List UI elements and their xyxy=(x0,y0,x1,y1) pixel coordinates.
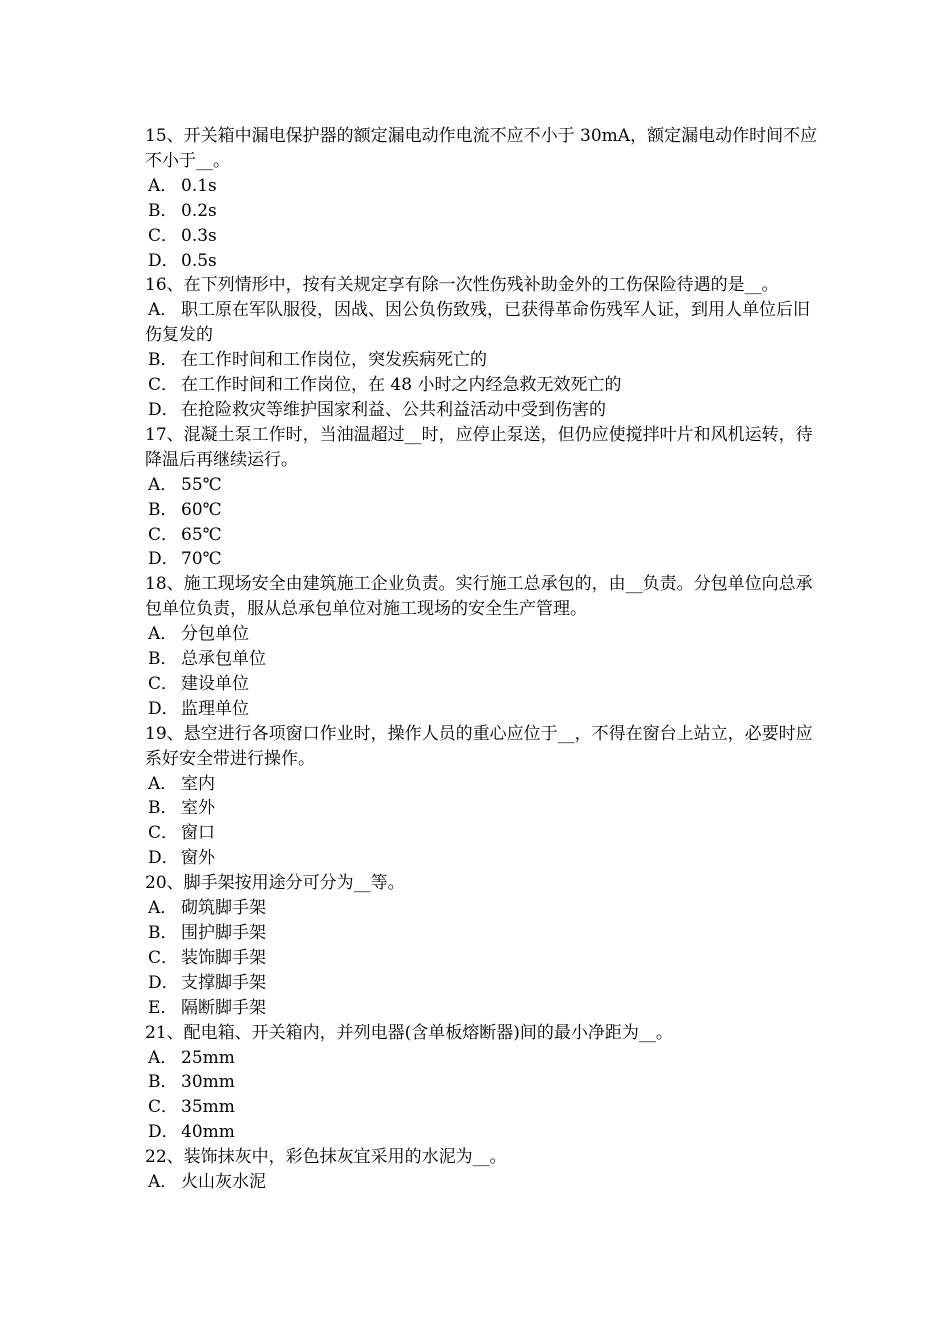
option-a xyxy=(145,1170,821,1195)
option-letter: C． xyxy=(148,524,179,545)
option-text: 窗外 xyxy=(181,848,215,869)
option-letter: A． xyxy=(148,898,178,919)
option-letter: D． xyxy=(148,698,179,719)
option-c xyxy=(145,224,821,249)
option-d xyxy=(145,971,821,996)
option-letter: D． xyxy=(148,549,179,570)
option-letter: B． xyxy=(148,649,178,670)
option-letter: A． xyxy=(148,175,178,196)
option-a xyxy=(145,622,821,647)
option-text: 70℃ xyxy=(181,549,222,570)
option-a xyxy=(145,473,821,498)
option-text: 35mm xyxy=(181,1097,235,1118)
option-letter: B． xyxy=(148,350,178,371)
question-text: 20、脚手架按用途分可分为__等。 xyxy=(145,873,405,894)
option-a xyxy=(145,1046,821,1071)
option-text: 65℃ xyxy=(181,524,222,545)
option-a xyxy=(145,174,821,199)
question-text: 18、施工现场安全由建筑施工企业负责。实行施工总承包的，由__负责。分包单位向总承包单位负责，服从总承包单位对施工现场的安全生产管理。 xyxy=(145,574,813,620)
option-letter: C． xyxy=(148,823,179,844)
option-d xyxy=(145,846,821,871)
option-letter: C． xyxy=(148,1097,179,1118)
option-text: 砌筑脚手架 xyxy=(181,898,266,919)
option-b xyxy=(145,647,821,672)
option-d xyxy=(145,249,821,274)
option-b xyxy=(145,498,821,523)
option-text: 0.2s xyxy=(181,200,217,221)
question-text: 19、悬空进行各项窗口作业时，操作人员的重心应位于__，不得在窗台上站立，必要时应系好安全带进行操作。 xyxy=(145,723,813,769)
option-letter: C． xyxy=(148,375,179,396)
option-text: 火山灰水泥 xyxy=(181,1172,266,1193)
option-text: 在抢险救灾等维护国家利益、公共利益活动中受到伤害的 xyxy=(181,399,606,420)
question-22 xyxy=(145,1145,821,1195)
question-text: 22、装饰抹灰中，彩色抹灰宜采用的水泥为__。 xyxy=(145,1147,507,1168)
question-21 xyxy=(145,1021,821,1146)
option-a xyxy=(145,772,821,797)
option-c xyxy=(145,373,821,398)
option-text: 在工作时间和工作岗位，在 48 小时之内经急救无效死亡的 xyxy=(181,375,622,396)
option-letter: D． xyxy=(148,250,179,271)
option-letter: C． xyxy=(148,673,179,694)
question-16 xyxy=(145,273,821,422)
question-19 xyxy=(145,722,821,871)
question-18 xyxy=(145,572,821,721)
option-text: 窗口 xyxy=(181,823,215,844)
option-text: 监理单位 xyxy=(181,698,249,719)
option-text: 建设单位 xyxy=(181,673,249,694)
option-b xyxy=(145,796,821,821)
option-letter: A． xyxy=(148,1047,178,1068)
option-text: 在工作时间和工作岗位，突发疾病死亡的 xyxy=(181,350,487,371)
option-e xyxy=(145,996,821,1021)
option-letter: B． xyxy=(148,1072,178,1093)
option-text: 装饰脚手架 xyxy=(181,947,266,968)
option-b xyxy=(145,348,821,373)
question-list xyxy=(145,124,821,1195)
option-text: 0.3s xyxy=(181,225,217,246)
option-text: 支撑脚手架 xyxy=(181,972,266,993)
option-text: 30mm xyxy=(181,1072,235,1093)
option-letter: D． xyxy=(148,399,179,420)
option-letter: B． xyxy=(148,200,178,221)
option-c xyxy=(145,672,821,697)
option-text: 室内 xyxy=(181,773,215,794)
option-text: 60℃ xyxy=(181,499,222,520)
option-text: 室外 xyxy=(181,798,215,819)
option-text: 围护脚手架 xyxy=(181,923,266,943)
option-letter: D． xyxy=(148,848,179,869)
option-d xyxy=(145,398,821,423)
option-letter: B． xyxy=(148,499,178,520)
option-letter: A． xyxy=(148,624,178,645)
option-c xyxy=(145,821,821,846)
option-text: 隔断脚手架 xyxy=(181,997,266,1018)
question-17 xyxy=(145,423,821,572)
option-c xyxy=(145,1095,821,1120)
option-text: 职工原在军队服役，因战、因公负伤致残，已获得革命伤残军人证，到用人单位后旧伤复发的 xyxy=(145,300,810,346)
question-20 xyxy=(145,871,821,1020)
option-letter: C． xyxy=(148,225,179,246)
option-letter: A． xyxy=(148,474,178,495)
option-text: 0.5s xyxy=(181,250,217,271)
option-letter: B． xyxy=(148,923,178,943)
option-text: 40mm xyxy=(181,1122,235,1143)
option-d xyxy=(145,1120,821,1145)
option-a xyxy=(145,896,821,921)
option-d xyxy=(145,697,821,722)
option-b xyxy=(145,1070,821,1095)
option-letter: D． xyxy=(148,1122,179,1143)
option-letter: C． xyxy=(148,947,179,968)
option-letter: B． xyxy=(148,798,178,819)
question-text: 17、混凝土泵工作时，当油温超过__时，应停止泵送，但仍应使搅拌叶片和风机运转，待降温后再继续运行。 xyxy=(145,424,813,470)
option-b xyxy=(145,199,821,224)
option-b xyxy=(145,921,821,946)
option-letter: A． xyxy=(148,1172,178,1193)
option-c xyxy=(145,523,821,548)
option-text: 55℃ xyxy=(181,474,222,495)
option-text: 分包单位 xyxy=(181,624,249,645)
option-letter: D． xyxy=(148,972,179,993)
option-letter: E． xyxy=(148,997,178,1018)
question-text: 16、在下列情形中，按有关规定享有除一次性伤残补助金外的工伤保险待遇的是__。 xyxy=(145,275,779,296)
option-text: 25mm xyxy=(181,1047,235,1068)
option-letter: A． xyxy=(148,300,178,321)
option-d xyxy=(145,547,821,572)
question-text: 21、配电箱、开关箱内，并列电器(含单板熔断器)间的最小净距为__。 xyxy=(145,1022,673,1043)
option-text: 0.1s xyxy=(181,175,217,196)
question-text: 15、开关箱中漏电保护器的额定漏电动作电流不应不小于 30mA，额定漏电动作时间不应不小于__。 xyxy=(145,126,818,171)
option-text: 总承包单位 xyxy=(181,649,266,670)
option-letter: A． xyxy=(148,773,178,794)
option-c xyxy=(145,946,821,971)
option-a xyxy=(145,298,821,348)
question-15 xyxy=(145,124,821,273)
